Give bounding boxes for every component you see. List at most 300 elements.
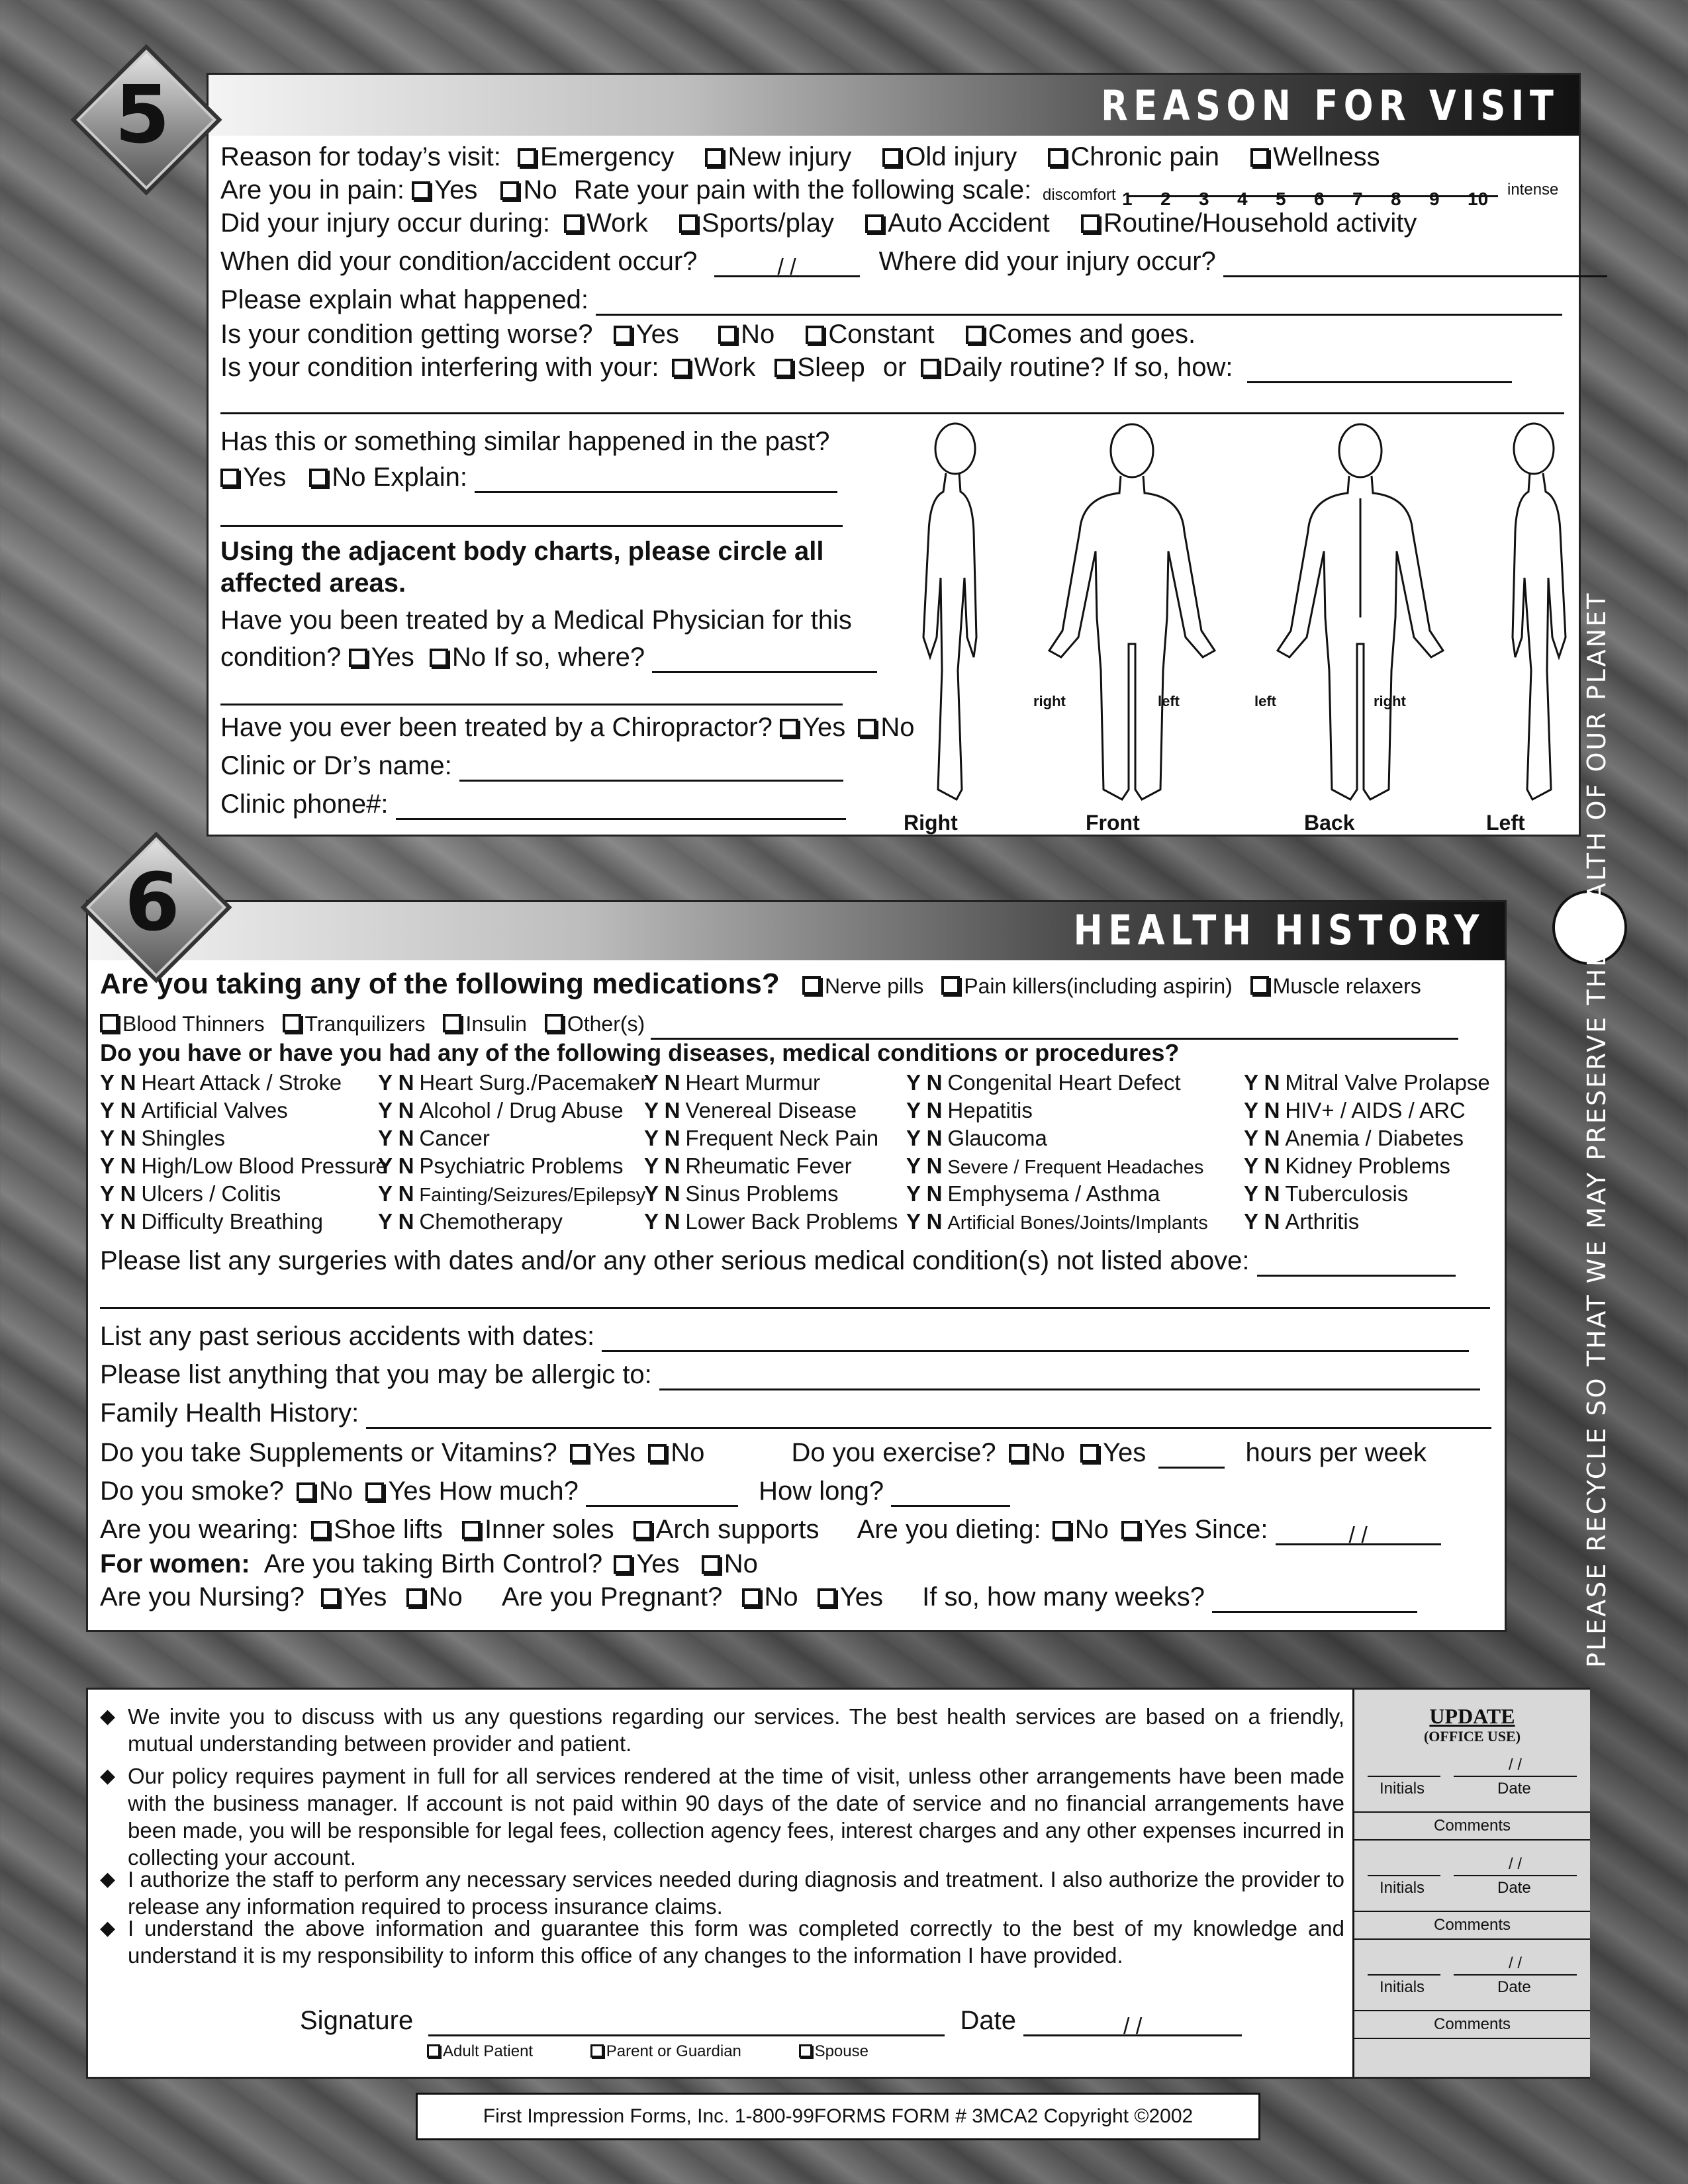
surgeries-field[interactable]	[1257, 1251, 1456, 1277]
when-date-field[interactable]	[714, 251, 860, 280]
dieting-since-field[interactable]	[1276, 1520, 1441, 1548]
yes-no-marker[interactable]: Y N	[378, 1209, 414, 1234]
condition-label: High/Low Blood Pressure	[141, 1154, 388, 1178]
figure-label-left: Left	[1486, 811, 1525, 835]
interfere-continue-line[interactable]	[220, 412, 1564, 414]
yes-no-marker[interactable]: Y N	[100, 1181, 136, 1206]
checkbox-others[interactable]	[545, 1014, 563, 1032]
accidents-field[interactable]	[602, 1326, 1469, 1352]
figure-label-back: Back	[1304, 811, 1355, 835]
checkbox-inner-soles[interactable]	[462, 1521, 481, 1539]
yes-no-marker[interactable]: Y N	[906, 1098, 943, 1122]
condition-label: Artificial Valves	[141, 1098, 288, 1122]
option-label: Auto Accident	[888, 208, 1050, 238]
interfere-how-field[interactable]	[1247, 357, 1512, 383]
condition-item[interactable]	[100, 1124, 225, 1152]
condition-item[interactable]	[906, 1180, 1160, 1208]
policy-text: I authorize the staff to perform any necessary services needed during diagnosis and treatment. I also authorize the provider to release any information required to process insurance claims.	[128, 1867, 1344, 1919]
clinic-name-field[interactable]	[459, 756, 843, 782]
checkbox-chiro-yes[interactable]	[780, 719, 798, 737]
checkbox-pregnant-no[interactable]	[742, 1588, 761, 1607]
checkbox-wellness[interactable]	[1250, 148, 1269, 167]
condition-label: Lower Back Problems	[685, 1209, 898, 1234]
allergy-field[interactable]	[659, 1365, 1480, 1390]
yes-no-marker[interactable]: Y N	[100, 1209, 136, 1234]
smoke-howlong-label: How long?	[759, 1477, 884, 1506]
condition-label: Congenital Heart Defect	[947, 1070, 1181, 1095]
yes-no-marker[interactable]: Y N	[100, 1098, 136, 1122]
condition-item[interactable]	[644, 1180, 839, 1208]
condition-item[interactable]	[378, 1069, 647, 1097]
pain-label: Are you in pain:	[220, 175, 404, 205]
checkbox-interfere-sleep[interactable]	[774, 359, 793, 377]
divider	[1354, 1839, 1590, 1841]
yes-no-marker[interactable]: Y N	[644, 1181, 680, 1206]
checkbox-birth-yes[interactable]	[614, 1555, 632, 1574]
checkbox-worse-no[interactable]	[718, 326, 737, 344]
yes-no-marker[interactable]: Y N	[644, 1126, 680, 1150]
front-left-label: left	[1158, 693, 1180, 709]
checkbox-sports[interactable]	[679, 214, 698, 233]
condition-item[interactable]	[644, 1152, 852, 1180]
checkbox-blood-thinners[interactable]	[100, 1014, 118, 1032]
body-chart-front-view[interactable]	[1023, 419, 1241, 809]
reason-label: Reason for today’s visit:	[220, 142, 501, 171]
option-label: Insulin	[465, 1012, 527, 1036]
condition-item[interactable]	[378, 1208, 563, 1236]
condition-label: Hepatitis	[947, 1098, 1033, 1122]
worse-label: Is your condition getting worse?	[220, 320, 593, 349]
yes-no-marker[interactable]: Y N	[1244, 1070, 1280, 1095]
checkbox-work[interactable]	[564, 214, 583, 233]
checkbox-pain-killers[interactable]	[941, 976, 960, 995]
condition-label: HIV+ / AIDS / ARC	[1285, 1098, 1466, 1122]
condition-item[interactable]	[644, 1069, 820, 1097]
scale-number[interactable]: 10	[1468, 189, 1489, 209]
scale-min-label: discomfort	[1043, 186, 1116, 204]
yes-no-marker[interactable]: Y N	[378, 1154, 414, 1178]
update-date-field[interactable]: / /	[1454, 1756, 1577, 1777]
birth-label: Are you taking Birth Control?	[263, 1549, 603, 1578]
option-label: Blood Thinners	[122, 1012, 265, 1036]
checkbox-spouse[interactable]	[799, 2044, 812, 2058]
diamond-bullet-icon: ◆	[100, 1868, 116, 1890]
initials-field[interactable]	[1368, 1855, 1440, 1876]
body-chart-back-view[interactable]	[1251, 419, 1470, 809]
yes-no-marker[interactable]: Y N	[100, 1126, 136, 1150]
yes-no-marker[interactable]: Y N	[378, 1126, 414, 1150]
divider	[1354, 1811, 1590, 1813]
initials-field[interactable]	[1368, 1954, 1440, 1976]
divider	[1354, 2038, 1590, 2039]
footer: First Impression Forms, Inc. 1-800-99FORMS FORM # 3MCA2 Copyright ©2002	[416, 2093, 1260, 2140]
where-field[interactable]	[1223, 251, 1607, 277]
back-left-label: left	[1254, 693, 1276, 709]
initials-label: Initials	[1380, 1978, 1425, 1996]
option-label: Work	[586, 208, 648, 238]
checkbox-chiro-no[interactable]	[858, 719, 876, 737]
checkbox-muscle-relaxers[interactable]	[1250, 976, 1269, 995]
update-title: UPDATE	[1429, 1704, 1515, 1728]
scale-number[interactable]: 8	[1391, 189, 1401, 209]
checkbox-shoe-lifts[interactable]	[311, 1521, 330, 1539]
option-label: Sleep	[797, 353, 865, 382]
option-label: Yes	[434, 175, 478, 205]
checkbox-routine[interactable]	[1081, 214, 1100, 233]
condition-label: Chemotherapy	[419, 1209, 563, 1234]
option-label: Tranquilizers	[305, 1012, 426, 1036]
yes-no-marker[interactable]: Y N	[1244, 1098, 1280, 1122]
section6-number: 6	[124, 857, 180, 949]
initials-label: Initials	[1380, 1879, 1425, 1897]
checkbox-dieting-no[interactable]	[1053, 1521, 1071, 1539]
clinic-phone-field[interactable]	[396, 794, 846, 820]
policy-text: Our policy requires payment in full for all services rendered at the time of visit, unless other arrangements have been made with the business manager. If account is not paid within 90 days of the date of service and no financial arrangements have been made, you will be responsible for legal fees, collection agency fees, interest charges and any other expenses incurred in collecting your account.	[128, 1764, 1344, 1870]
checkbox-pain-no[interactable]	[500, 181, 519, 200]
condition-label: Difficulty Breathing	[141, 1209, 323, 1234]
family-label: Family Health History:	[100, 1398, 359, 1428]
scale-number[interactable]: 7	[1352, 189, 1363, 209]
policy-panel	[86, 1688, 1590, 2079]
condition-item[interactable]	[1244, 1097, 1466, 1124]
checkbox-pregnant-yes[interactable]	[818, 1588, 836, 1607]
yes-no-marker[interactable]: Y N	[1244, 1154, 1280, 1178]
chiro-label: Have you ever been treated by a Chiropractor?	[220, 713, 773, 742]
scale-number[interactable]: 4	[1237, 189, 1248, 209]
option-label: Yes	[636, 1549, 680, 1578]
condition-item[interactable]	[378, 1124, 490, 1152]
yes-no-marker[interactable]: Y N	[1244, 1209, 1280, 1234]
clinic-phone-label: Clinic phone#:	[220, 790, 389, 819]
option-label: Yes How much?	[388, 1477, 579, 1506]
condition-item[interactable]	[1244, 1180, 1408, 1208]
physician-question: Have you been treated by a Medical Physician for this	[220, 606, 852, 635]
option-label: Yes	[635, 320, 679, 349]
option-label: Emergency	[540, 142, 675, 171]
checkbox-old-injury[interactable]	[882, 148, 901, 167]
option-label: Yes	[344, 1582, 387, 1612]
supplements-label: Do you take Supplements or Vitamins?	[100, 1438, 557, 1467]
scale-number[interactable]: 1	[1122, 189, 1133, 209]
option-label: Wellness	[1273, 142, 1380, 171]
physician-continue-line[interactable]	[220, 704, 843, 705]
option-label: Adult Patient	[443, 2042, 534, 2060]
yes-no-marker[interactable]: Y N	[644, 1070, 680, 1095]
divider	[1354, 2010, 1590, 2011]
date-label: Date	[1497, 1780, 1531, 1797]
yes-no-marker[interactable]: Y N	[1244, 1181, 1280, 1206]
condition-item[interactable]	[906, 1152, 1203, 1181]
diamond-bullet-icon: ◆	[100, 1917, 116, 1939]
option-label: No	[1031, 1438, 1065, 1467]
condition-label: Heart Murmur	[685, 1070, 820, 1095]
checkbox-parent-guardian[interactable]	[590, 2044, 604, 2058]
checkbox-smoke-no[interactable]	[297, 1482, 315, 1501]
women-label: For women:	[100, 1549, 250, 1578]
surgeries-label: Please list any surgeries with dates and/or any other serious medical condition(s) not listed above:	[100, 1246, 1250, 1275]
condition-label: Severe / Frequent Headaches	[947, 1157, 1204, 1178]
surgeries-continue-line[interactable]	[100, 1307, 1490, 1309]
condition-item[interactable]	[378, 1180, 645, 1209]
checkbox-new-injury[interactable]	[705, 148, 724, 167]
checkbox-dieting-yes[interactable]	[1121, 1521, 1140, 1539]
similar-continue-line[interactable]	[220, 525, 843, 527]
when-label: When did your condition/accident occur?	[220, 247, 698, 276]
date-label: Date	[1497, 1879, 1531, 1897]
checkbox-smoke-yes[interactable]	[365, 1482, 384, 1501]
option-label: Comes and goes.	[988, 320, 1196, 349]
option-label: No	[523, 175, 557, 205]
condition-label: Fainting/Seizures/Epilepsy	[419, 1185, 646, 1206]
option-label: Old injury	[905, 142, 1017, 171]
accidents-label: List any past serious accidents with dates:	[100, 1322, 595, 1351]
checkbox-similar-yes[interactable]	[220, 469, 239, 487]
explain-field[interactable]	[596, 290, 1562, 316]
allergy-label: Please list anything that you may be allergic to:	[100, 1360, 652, 1389]
condition-item[interactable]	[378, 1097, 624, 1124]
checkbox-nursing-no[interactable]	[406, 1588, 425, 1607]
condition-label: Venereal Disease	[685, 1098, 857, 1122]
checkbox-nursing-yes[interactable]	[321, 1588, 340, 1607]
yes-no-marker[interactable]: Y N	[378, 1098, 414, 1122]
comments-label: Comments	[1433, 2015, 1511, 2033]
checkbox-interfere-work[interactable]	[672, 359, 690, 377]
checkbox-pain-yes[interactable]	[412, 181, 430, 200]
condition-item[interactable]	[644, 1208, 898, 1236]
condition-label: Heart Attack / Stroke	[141, 1070, 342, 1095]
nursing-label: Are you Nursing?	[100, 1582, 305, 1612]
condition-item[interactable]	[1244, 1152, 1450, 1180]
family-field[interactable]	[366, 1403, 1491, 1429]
scale-max-label: intense	[1507, 181, 1559, 199]
policy-bullet	[100, 1866, 1344, 1920]
policy-text: We invite you to discuss with us any questions regarding our services. The best health services are based on a friendly, mutual understanding between provider and patient.	[128, 1704, 1344, 1756]
checkbox-birth-no[interactable]	[702, 1555, 720, 1574]
yes-no-marker[interactable]: Y N	[906, 1126, 943, 1150]
checkbox-auto-accident[interactable]	[865, 214, 884, 233]
option-label: Yes	[592, 1438, 636, 1467]
checkbox-physician-no[interactable]	[430, 649, 448, 667]
option-label: Pain killers(including aspirin)	[964, 974, 1233, 998]
meds-label: Are you taking any of the following medications?	[100, 968, 780, 1000]
condition-item[interactable]	[100, 1069, 342, 1097]
option-label: No	[880, 713, 915, 742]
condition-item[interactable]	[644, 1097, 857, 1124]
update-date-field[interactable]: / /	[1454, 1855, 1577, 1876]
condition-label: Frequent Neck Pain	[685, 1126, 879, 1150]
section-title: HEALTH HISTORY	[1073, 906, 1485, 954]
option-label: No	[671, 1438, 705, 1467]
scale-number[interactable]: 3	[1199, 189, 1209, 209]
option-label: Yes	[371, 643, 414, 672]
option-label: No If so, where?	[451, 643, 645, 672]
condition-item[interactable]	[906, 1097, 1033, 1124]
option-label: No	[764, 1582, 798, 1612]
similar-label: Has this or something similar happened in the past?	[220, 427, 830, 456]
policy-list	[88, 1696, 1412, 2027]
condition-label: Anemia / Diabetes	[1285, 1126, 1464, 1150]
condition-label: Glaucoma	[947, 1126, 1047, 1150]
option-label: Other(s)	[567, 1012, 645, 1036]
diamond-bullet-icon: ◆	[100, 1706, 116, 1727]
comments-label: Comments	[1433, 1817, 1511, 1835]
condition-label: Artificial Bones/Joints/Implants	[947, 1212, 1208, 1234]
signature-field[interactable]	[428, 2011, 945, 2036]
condition-label: Ulcers / Colitis	[141, 1181, 281, 1206]
scale-number[interactable]: 2	[1160, 189, 1171, 209]
condition-item[interactable]	[100, 1180, 281, 1208]
condition-item[interactable]	[644, 1124, 878, 1152]
option-label: Spouse	[814, 2042, 868, 2060]
checkbox-exercise-yes[interactable]	[1080, 1444, 1099, 1463]
smoke-amount-field[interactable]	[586, 1481, 738, 1507]
yes-no-marker[interactable]: Y N	[906, 1209, 943, 1234]
condition-item[interactable]	[1244, 1208, 1359, 1236]
signature-label: Signature	[300, 2006, 414, 2035]
checkbox-interfere-daily[interactable]	[921, 359, 939, 377]
health-history-panel	[86, 900, 1507, 1632]
option-label: No	[724, 1549, 758, 1578]
clinic-name-label: Clinic or Dr’s name:	[220, 751, 452, 780]
divider	[1354, 1938, 1590, 1940]
condition-item[interactable]	[100, 1097, 288, 1124]
checkbox-comes-goes[interactable]	[966, 326, 984, 344]
checkbox-constant[interactable]	[806, 326, 824, 344]
section5-number: 5	[115, 69, 170, 161]
yes-no-marker[interactable]: Y N	[378, 1070, 414, 1095]
where-label: Where did your injury occur?	[878, 247, 1216, 276]
yes-no-marker[interactable]: Y N	[100, 1154, 136, 1178]
initials-field[interactable]	[1368, 1756, 1440, 1777]
yes-no-marker[interactable]: Y N	[644, 1098, 680, 1122]
front-right-label: right	[1033, 693, 1066, 709]
checkbox-insulin[interactable]	[443, 1014, 461, 1032]
yes-no-marker[interactable]: Y N	[100, 1070, 136, 1095]
exercise-hours-field[interactable]	[1158, 1443, 1225, 1469]
similar-explain-field[interactable]	[475, 467, 837, 493]
date-separator: / /	[1348, 1523, 1368, 1548]
checkbox-similar-no[interactable]	[309, 469, 328, 487]
checkbox-supp-no[interactable]	[648, 1444, 667, 1463]
option-label: Nerve pills	[825, 974, 924, 998]
checkbox-emergency[interactable]	[518, 148, 536, 167]
option-label: Arch supports	[655, 1515, 820, 1544]
update-subtitle: (OFFICE USE)	[1423, 1728, 1521, 1745]
interfere-label: Is your condition interfering with your:	[220, 353, 659, 382]
condition-item[interactable]	[906, 1124, 1047, 1152]
checkbox-exercise-no[interactable]	[1009, 1444, 1027, 1463]
option-label: Yes	[839, 1582, 884, 1612]
physician-where-field[interactable]	[652, 647, 877, 673]
exercise-label: Do you exercise?	[791, 1438, 996, 1467]
option-label: Yes	[243, 463, 287, 492]
option-label: Yes	[1102, 1438, 1147, 1467]
checkbox-adult-patient[interactable]	[427, 2044, 440, 2058]
condition-item[interactable]	[906, 1069, 1181, 1097]
option-label: Routine/Household activity	[1103, 208, 1417, 238]
yes-no-marker[interactable]: Y N	[906, 1070, 943, 1095]
reason-for-visit-panel	[207, 73, 1581, 837]
condition-item[interactable]	[1244, 1069, 1490, 1097]
condition-label: Heart Surg./Pacemaker	[419, 1070, 648, 1095]
checkbox-supp-yes[interactable]	[570, 1444, 588, 1463]
option-label: Constant	[828, 320, 935, 349]
update-date-field[interactable]: / /	[1454, 1954, 1577, 1976]
bodychart-instruction: Using the adjacent body charts, please circle all affected areas.	[220, 537, 824, 598]
condition-label: Kidney Problems	[1285, 1154, 1450, 1178]
option-label: Yes Since:	[1143, 1515, 1268, 1544]
divider	[1354, 1911, 1590, 1912]
option-label: Daily routine? If so, how:	[943, 353, 1233, 382]
condition-label: Cancer	[419, 1126, 490, 1150]
policy-bullet	[100, 1915, 1344, 1969]
option-label: Parent or Guardian	[606, 2042, 741, 2060]
diseases-label: Do you have or have you had any of the following diseases, medical conditions or procedures?	[100, 1039, 1180, 1066]
checkbox-worse-yes[interactable]	[614, 326, 632, 344]
condition-label: Tuberculosis	[1285, 1181, 1409, 1206]
condition-item[interactable]	[100, 1152, 388, 1180]
policy-text: I understand the above information and guarantee this form was completed correctly to the best of my knowledge and understand it is my responsibility to inform this office of any changes to the information I have provided.	[128, 1916, 1344, 1968]
checkbox-tranquilizers[interactable]	[283, 1014, 301, 1032]
body-chart-right-view[interactable]	[877, 419, 1029, 809]
condition-label: Sinus Problems	[685, 1181, 839, 1206]
yes-no-marker[interactable]: Y N	[378, 1181, 414, 1206]
smoke-howlong-field[interactable]	[891, 1481, 1010, 1507]
condition-label: Psychiatric Problems	[419, 1154, 624, 1178]
date-label: Date	[960, 2006, 1016, 2035]
date-separator: / /	[1123, 2014, 1143, 2039]
option-label: Chronic pain	[1070, 142, 1219, 171]
checkbox-physician-yes[interactable]	[349, 649, 367, 667]
scale-number[interactable]: 5	[1276, 189, 1286, 209]
yes-no-marker[interactable]: Y N	[906, 1181, 943, 1206]
condition-label: Shingles	[141, 1126, 226, 1150]
wearing-label: Are you wearing:	[100, 1515, 299, 1544]
section-title: REASON FOR VISIT	[1100, 81, 1559, 130]
condition-item[interactable]	[1244, 1124, 1464, 1152]
weeks-field[interactable]	[1212, 1587, 1417, 1613]
condition-item[interactable]	[378, 1152, 624, 1180]
signature-date-field[interactable]	[1023, 2011, 1242, 2039]
option-label: Shoe lifts	[334, 1515, 443, 1544]
condition-label: Alcohol / Drug Abuse	[419, 1098, 624, 1122]
figure-label-front: Front	[1086, 811, 1140, 835]
yes-no-marker[interactable]: Y N	[1244, 1126, 1280, 1150]
policy-bullet	[100, 1703, 1344, 1757]
initials-label: Initials	[1380, 1780, 1425, 1797]
checkbox-chronic-pain[interactable]	[1048, 148, 1066, 167]
explain-label: Please explain what happened:	[220, 285, 588, 314]
condition-label: Rheumatic Fever	[685, 1154, 852, 1178]
date-separator: / /	[777, 255, 796, 280]
option-label: No	[741, 320, 775, 349]
injury-label: Did your injury occur during:	[220, 208, 550, 238]
back-right-label: right	[1374, 693, 1406, 709]
diamond-bullet-icon: ◆	[100, 1765, 116, 1787]
checkbox-nerve-pills[interactable]	[802, 976, 821, 995]
scale-number[interactable]: 9	[1429, 189, 1440, 209]
date-label: Date	[1497, 1978, 1531, 1996]
condition-item[interactable]	[100, 1208, 323, 1236]
yes-no-marker[interactable]: Y N	[906, 1154, 943, 1178]
pregnant-label: Are you Pregnant?	[501, 1582, 723, 1612]
update-office-use	[1352, 1690, 1590, 2077]
yes-no-marker[interactable]: Y N	[644, 1209, 680, 1234]
condition-item[interactable]	[906, 1208, 1208, 1237]
scale-number[interactable]: 6	[1314, 189, 1325, 209]
checkbox-arch-supports[interactable]	[633, 1521, 652, 1539]
yes-no-marker[interactable]: Y N	[644, 1154, 680, 1178]
